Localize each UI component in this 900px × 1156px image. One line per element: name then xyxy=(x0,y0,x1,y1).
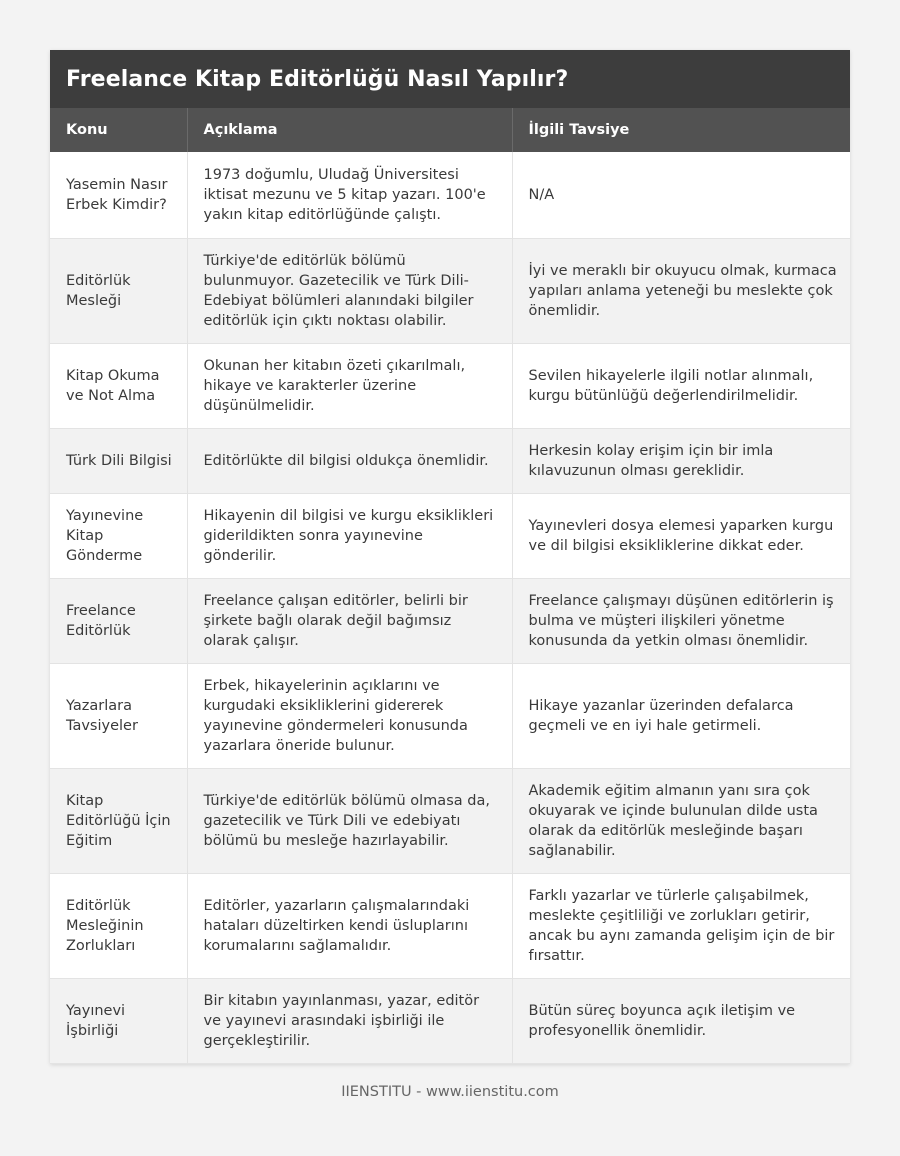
cell-advice: Herkesin kolay erişim için bir imla kılavuzunun olması gereklidir. xyxy=(512,428,850,493)
cell-advice: Bütün süreç boyunca açık iletişim ve profesyonellik önemlidir. xyxy=(512,978,850,1063)
cell-description: 1973 doğumlu, Uludağ Üniversitesi iktisat mezunu ve 5 kitap yazarı. 100'e yakın kitap editörlüğünde çalıştı. xyxy=(187,152,512,238)
table-row xyxy=(50,663,850,768)
column-header-advice: İlgili Tavsiye xyxy=(512,108,850,152)
cell-topic: Yasemin Nasır Erbek Kimdir? xyxy=(50,152,187,238)
column-header-topic: Konu xyxy=(50,108,187,152)
cell-topic: Yayınevine Kitap Gönderme xyxy=(50,493,187,578)
table-row xyxy=(50,343,850,428)
cell-description: Editörlükte dil bilgisi oldukça önemlidir. xyxy=(187,428,512,493)
cell-advice: Freelance çalışmayı düşünen editörlerin iş bulma ve müşteri ilişkileri yönetme konusunda da yetkin olması önemlidir. xyxy=(512,578,850,663)
table-row xyxy=(50,238,850,343)
table-row xyxy=(50,152,850,238)
cell-description: Erbek, hikayelerinin açıklarını ve kurgudaki eksikliklerini gidererek yayınevine göndermeleri konusunda yazarlara öneride bulunur. xyxy=(187,663,512,768)
page-title: Freelance Kitap Editörlüğü Nasıl Yapılır? xyxy=(50,50,850,108)
cell-description: Hikayenin dil bilgisi ve kurgu eksiklikleri giderildikten sonra yayınevine gönderilir. xyxy=(187,493,512,578)
cell-description: Bir kitabın yayınlanması, yazar, editör ve yayınevi arasındaki işbirliği ile gerçekleştirilir. xyxy=(187,978,512,1063)
cell-description: Türkiye'de editörlük bölümü bulunmuyor. Gazetecilik ve Türk Dili-Edebiyat bölümleri alanındaki bilgiler editörlük için çıktı noktası olabilir. xyxy=(187,238,512,343)
cell-advice: Akademik eğitim almanın yanı sıra çok okuyarak ve içinde bulunulan dilde usta olarak da editörlük mesleğinde başarı sağlanabilir. xyxy=(512,768,850,873)
cell-topic: Kitap Editörlüğü İçin Eğitim xyxy=(50,768,187,873)
cell-advice: Sevilen hikayelerle ilgili notlar alınmalı, kurgu bütünlüğü değerlendirilmelidir. xyxy=(512,343,850,428)
table-row xyxy=(50,978,850,1063)
content-card xyxy=(50,50,850,1064)
cell-topic: Yayınevi İşbirliği xyxy=(50,978,187,1063)
column-header-description: Açıklama xyxy=(187,108,512,152)
cell-topic: Kitap Okuma ve Not Alma xyxy=(50,343,187,428)
cell-topic: Türk Dili Bilgisi xyxy=(50,428,187,493)
cell-advice: Hikaye yazanlar üzerinden defalarca geçmeli ve en iyi hale getirmeli. xyxy=(512,663,850,768)
table-row xyxy=(50,873,850,978)
table-header-row xyxy=(50,108,850,152)
cell-description: Editörler, yazarların çalışmalarındaki hataları düzeltirken kendi üsluplarını korumalarını sağlamalıdır. xyxy=(187,873,512,978)
cell-advice: Farklı yazarlar ve türlerle çalışabilmek, meslekte çeşitliliği ve zorlukları getirir, ancak bu aynı zamanda gelişim için de bir fırsattır. xyxy=(512,873,850,978)
cell-advice: Yayınevleri dosya elemesi yaparken kurgu ve dil bilgisi eksikliklerine dikkat eder. xyxy=(512,493,850,578)
cell-description: Freelance çalışan editörler, belirli bir şirkete bağlı olarak değil bağımsız olarak çalışır. xyxy=(187,578,512,663)
table-row xyxy=(50,428,850,493)
cell-description: Okunan her kitabın özeti çıkarılmalı, hikaye ve karakterler üzerine düşünülmelidir. xyxy=(187,343,512,428)
cell-topic: Editörlük Mesleğinin Zorlukları xyxy=(50,873,187,978)
cell-description: Türkiye'de editörlük bölümü olmasa da, gazetecilik ve Türk Dili ve edebiyatı bölümü bu mesleğe hazırlayabilir. xyxy=(187,768,512,873)
cell-advice: N/A xyxy=(512,152,850,238)
table-row xyxy=(50,578,850,663)
cell-topic: Yazarlara Tavsiyeler xyxy=(50,663,187,768)
info-table xyxy=(50,108,850,1064)
cell-topic: Editörlük Mesleği xyxy=(50,238,187,343)
table-row xyxy=(50,493,850,578)
footer-credit: IIENSTITU - www.iienstitu.com xyxy=(341,1084,559,1100)
table-row xyxy=(50,768,850,873)
cell-topic: Freelance Editörlük xyxy=(50,578,187,663)
cell-advice: İyi ve meraklı bir okuyucu olmak, kurmaca yapıları anlama yeteneği bu meslekte çok önemlidir. xyxy=(512,238,850,343)
